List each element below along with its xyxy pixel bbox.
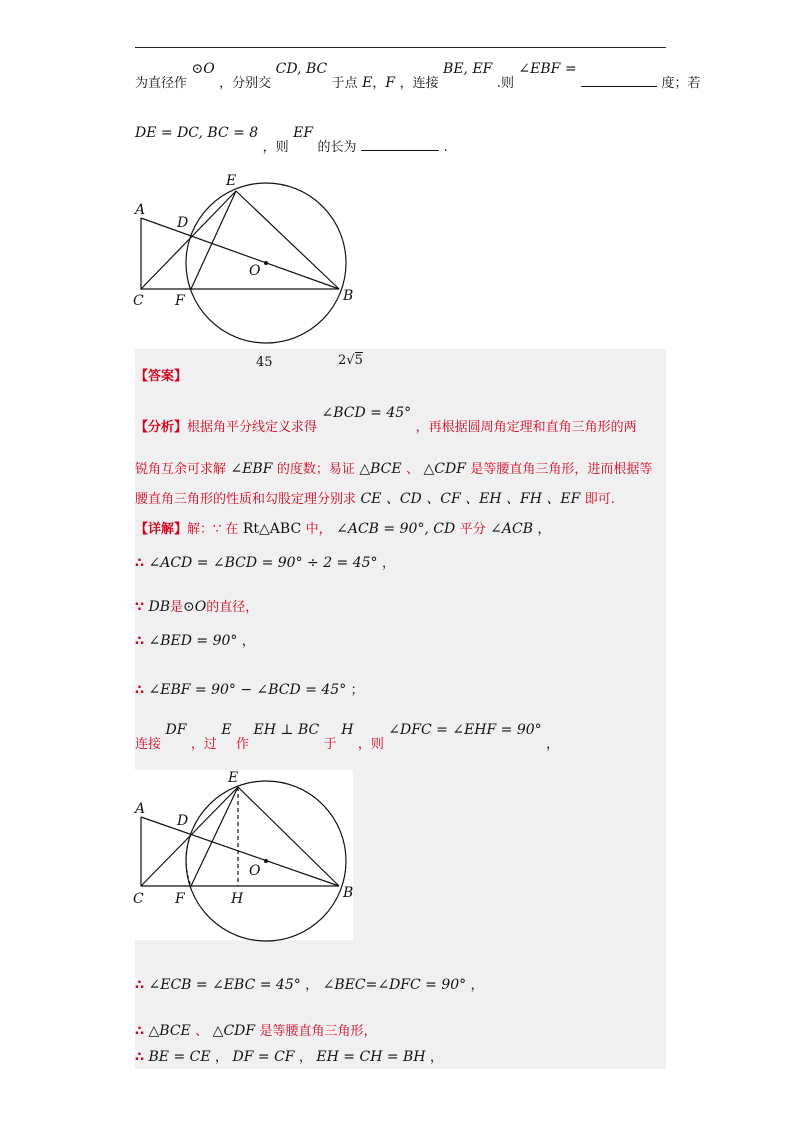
label-d: D bbox=[177, 215, 189, 231]
detail-step-5: ∴ ∠EBF = 90° − ∠BCD = 45° ； bbox=[135, 682, 364, 698]
geometry-figure-1 bbox=[125, 165, 365, 345]
label-h: H bbox=[231, 891, 244, 907]
detail-step-3: ∵ DB是⊙O的直径， bbox=[135, 599, 259, 615]
answer-value-2: 2√5 bbox=[338, 353, 363, 368]
detail-step-4: ∴ ∠BED = 90° ， bbox=[135, 633, 255, 649]
label-b: B bbox=[343, 288, 354, 304]
label-c: C bbox=[133, 891, 144, 907]
detail-step-2: ∴ ∠ACD = ∠BCD = 90° ÷ 2 = 45° ， bbox=[135, 555, 396, 571]
label-o: O bbox=[249, 263, 261, 279]
hypotenuse-ab bbox=[141, 218, 339, 289]
label-e: E bbox=[226, 173, 237, 189]
answer-line: 【答案】 bbox=[135, 369, 188, 384]
circle-o-symbol: ⊙O bbox=[191, 61, 215, 77]
answer-value-1: 45 bbox=[256, 355, 273, 370]
label-e: E bbox=[228, 770, 239, 786]
analysis-line-3: 腰直角三角形的性质和勾股定理分别求 CE 、CD 、CF 、EH 、FH 、EF 即可. bbox=[135, 491, 615, 507]
detail-step-1: 【详解】解：∵ 在 Rt△ABC 中， ∠ACB = 90°, CD 平分 ∠ACB ， bbox=[135, 521, 551, 537]
label-a: A bbox=[135, 801, 146, 817]
hypotenuse-ab bbox=[141, 817, 339, 886]
analysis-line-1: 【分析】根据角平分线定义求得 ∠BCD = 45° ，再根据圆周角定理和直角三角形的两 bbox=[135, 405, 637, 435]
geometry-figure-2 bbox=[125, 765, 365, 945]
label-b: B bbox=[343, 885, 354, 901]
label-c: C bbox=[133, 293, 144, 309]
question-line-1: 为直径作 ⊙O ，分别交 CD, BC 于点 E，F ，连接 BE, EF .则 ∠EBF = 度；若 bbox=[135, 61, 701, 91]
label-f: F bbox=[175, 891, 185, 907]
center-point-o bbox=[264, 859, 268, 863]
top-rule bbox=[135, 47, 666, 48]
segment-ce bbox=[141, 191, 236, 289]
label-f: F bbox=[175, 293, 185, 309]
detail-step-9: ∴ BE = CE ， DF = CF ， EH = CH = BH ， bbox=[135, 1049, 443, 1065]
segment-df-dashed bbox=[186, 834, 191, 886]
segment-ef bbox=[191, 191, 236, 289]
label-a: A bbox=[135, 202, 146, 218]
label-d: D bbox=[177, 813, 189, 829]
question-line-2: DE = DC, BC = 8 ，则 EF 的长为 . bbox=[135, 125, 448, 155]
detail-step-6: 连接 DF ，过 E 作 EH ⊥ BC 于 H ，则 ∠DFC = ∠EHF = 90° ， bbox=[135, 722, 560, 752]
answer-blank-1[interactable] bbox=[581, 72, 657, 87]
label-o: O bbox=[249, 863, 261, 879]
answer-blank-2[interactable] bbox=[361, 136, 439, 151]
detail-step-7: ∴ ∠ECB = ∠EBC = 45° ， ∠BEC=∠DFC = 90° ， bbox=[135, 977, 484, 993]
solution-panel bbox=[135, 349, 666, 1069]
analysis-line-2: 锐角互余可求解 ∠EBF 的度数；易证 △BCE 、 △CDF 是等腰直角三角形，进而根据等 bbox=[135, 461, 653, 477]
center-point-o bbox=[264, 261, 268, 265]
detail-step-8: ∴ △BCE 、 △CDF 是等腰直角三角形， bbox=[135, 1023, 377, 1039]
